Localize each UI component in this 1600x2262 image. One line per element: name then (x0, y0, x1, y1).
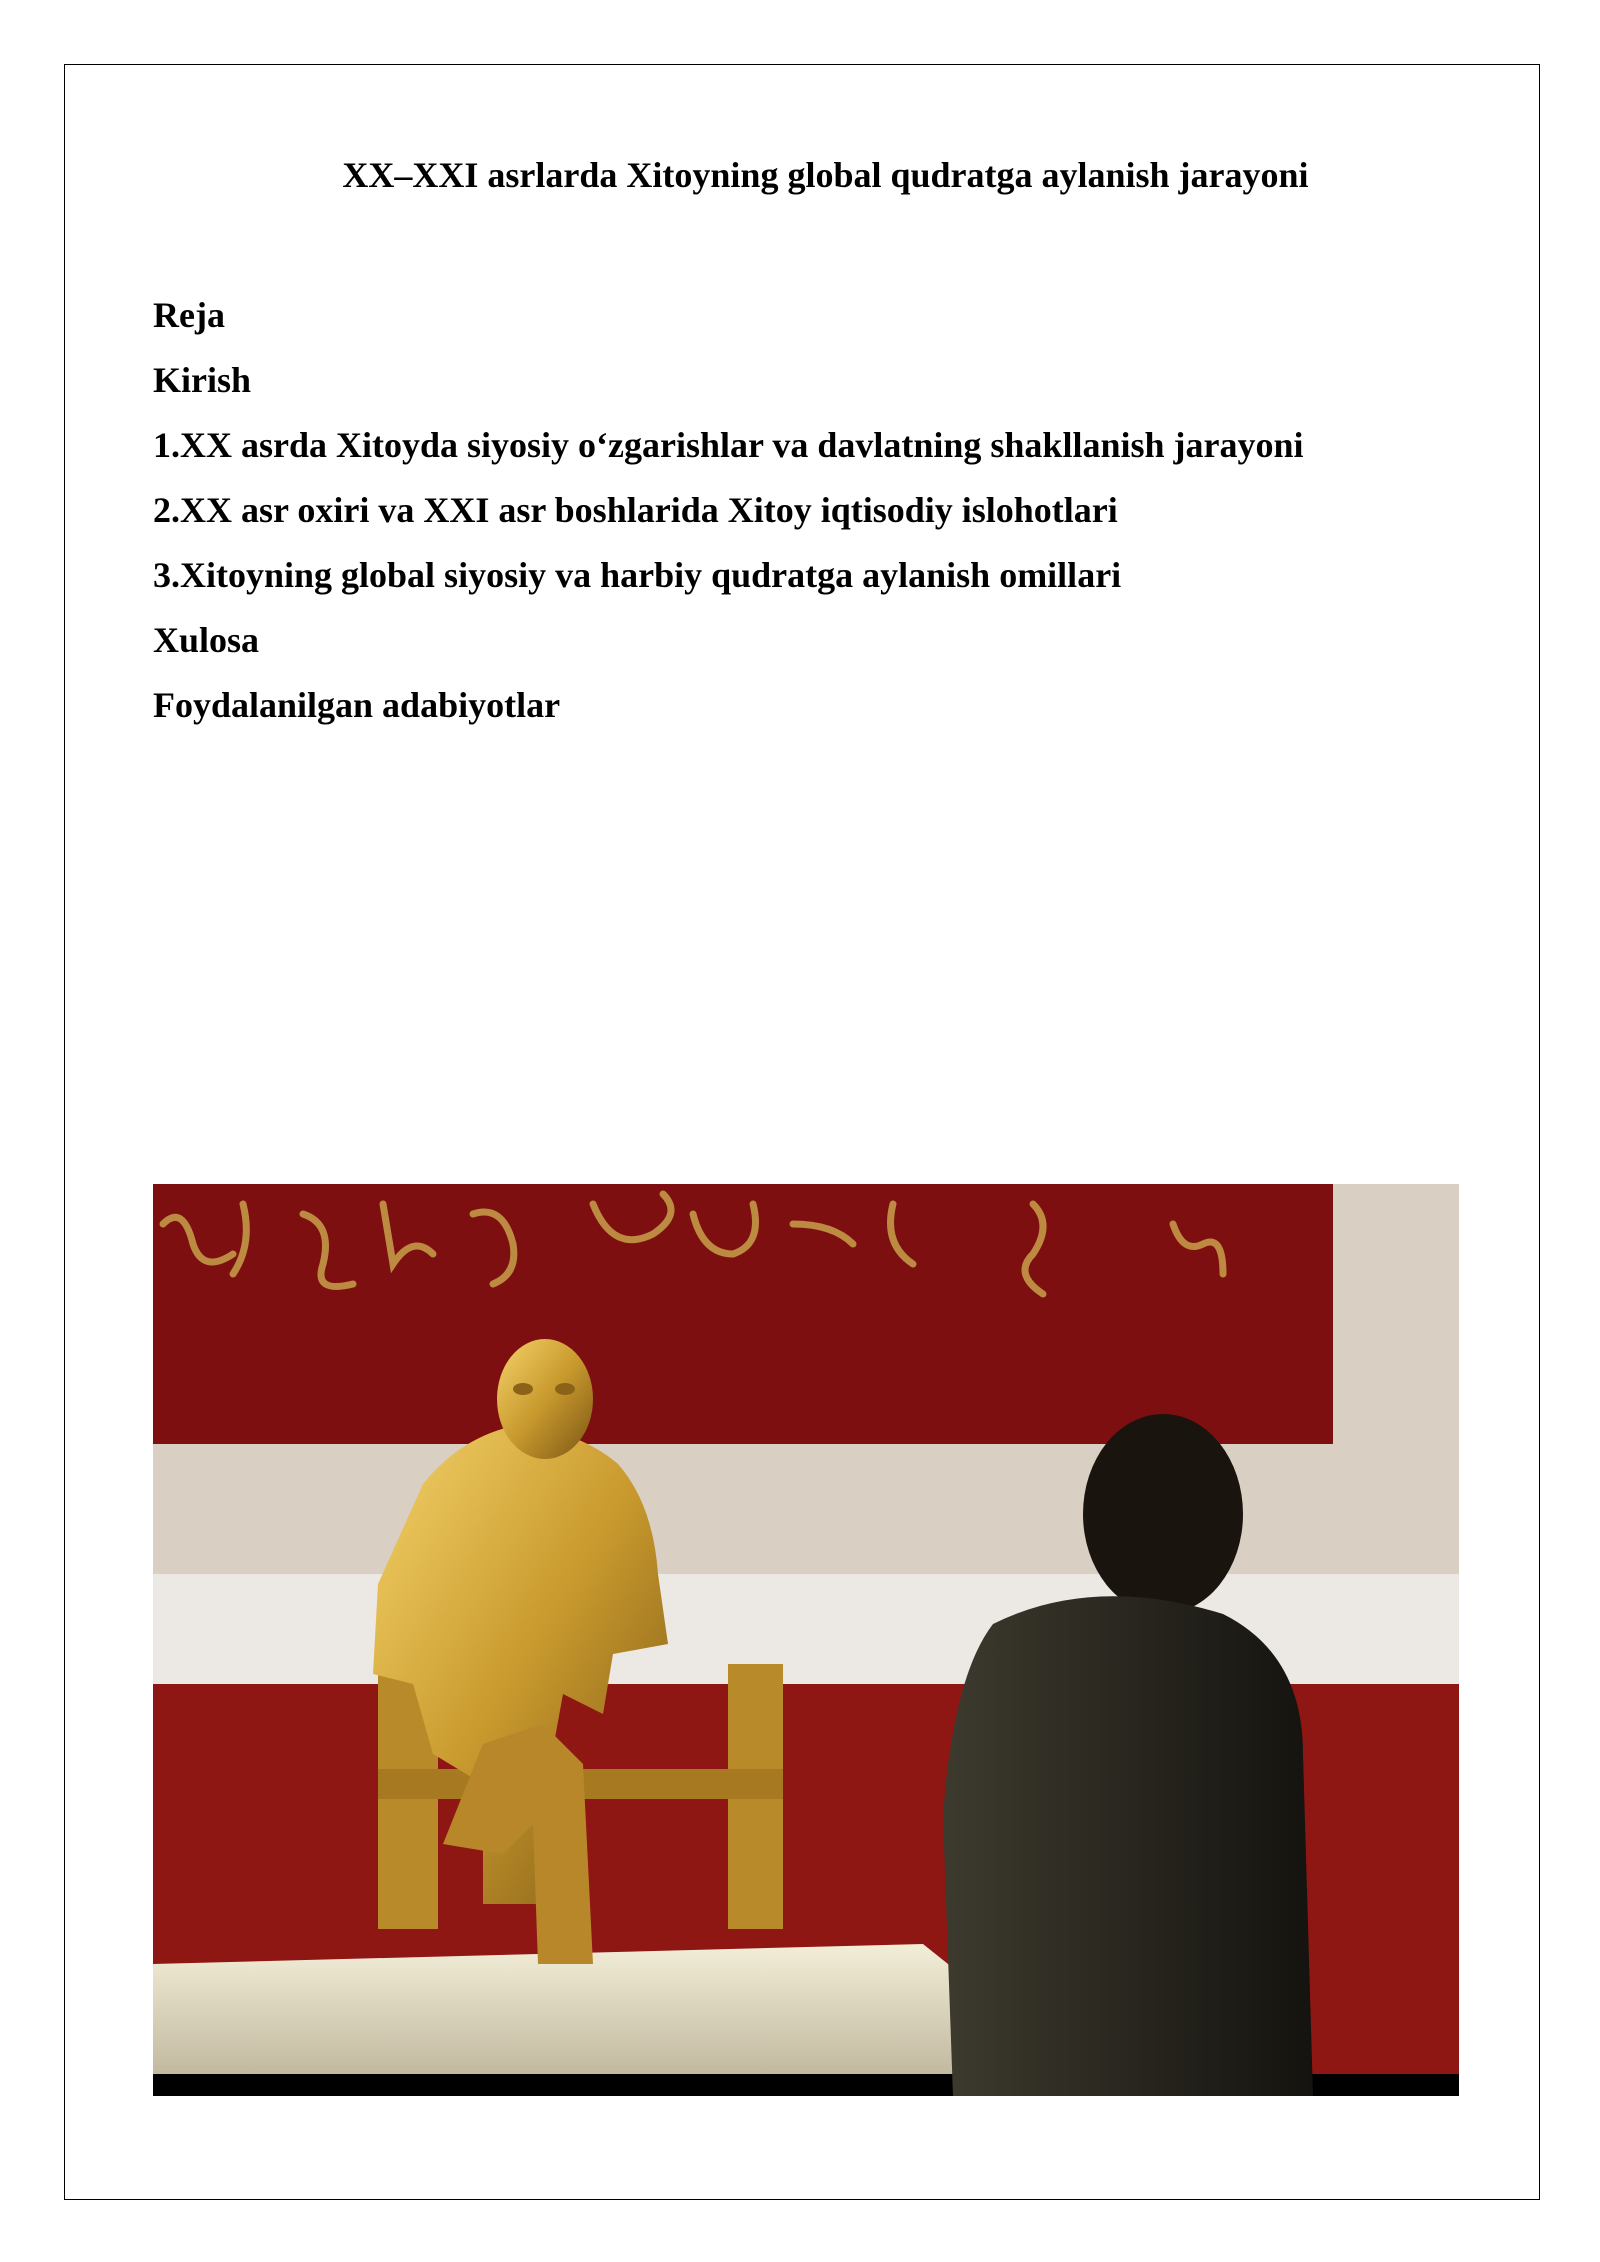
plan-item-references: Foydalanilgan adabiyotlar (153, 685, 561, 725)
plan-item-3: 3.Xitoyning global siyosiy va harbiy qudratga aylanish omillari (153, 555, 1122, 595)
plan-item-conclusion: Xulosa (153, 620, 260, 660)
plan-item-2: 2.XX asr oxiri va XXI asr boshlarida Xitoy iqtisodiy islohotlari (153, 490, 1118, 530)
plan-list (153, 283, 1304, 738)
statue-photo-illustration (153, 1184, 1459, 2096)
plan-heading: Reja (153, 295, 225, 335)
plan-item-introduction: Kirish (153, 360, 252, 400)
plan-item-1: 1.XX asrda Xitoyda siyosiy o‘zgarishlar va davlatning shakllanish jarayoni (153, 425, 1304, 465)
document-title: XX–XXI asrlarda Xitoyning global qudratga aylanish jarayoni (342, 155, 1309, 195)
statue-photo (153, 1184, 1459, 2096)
